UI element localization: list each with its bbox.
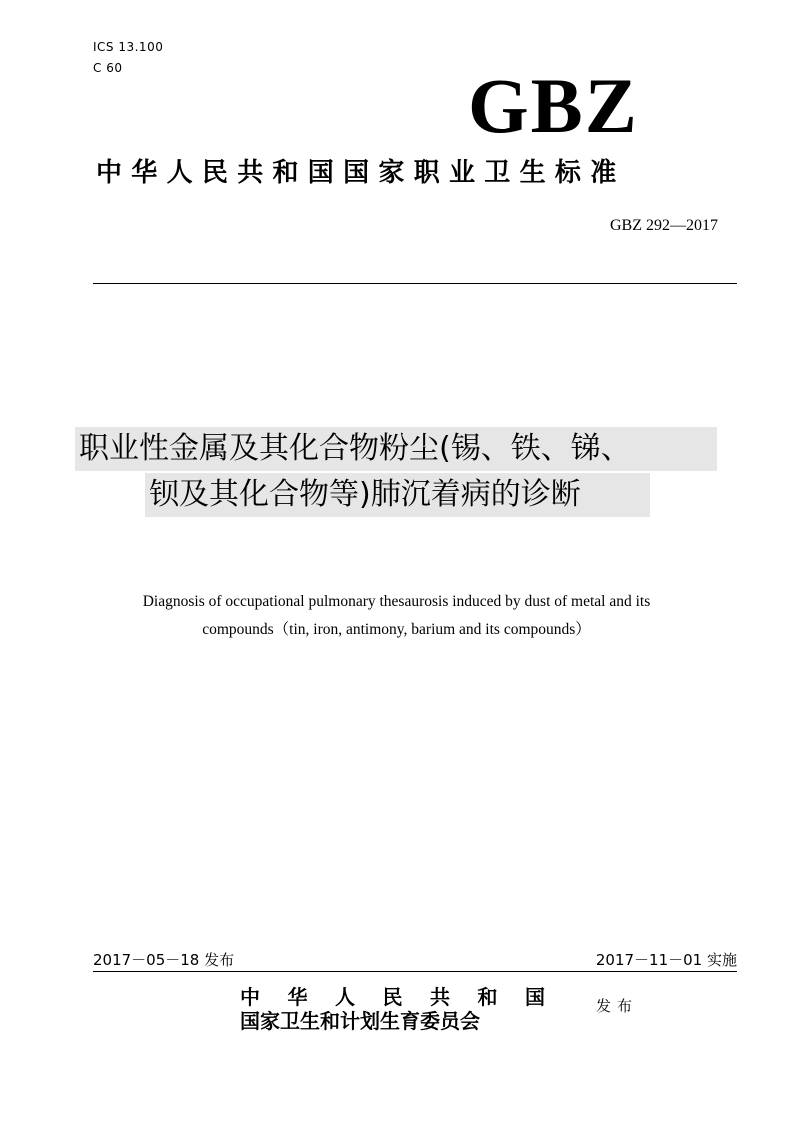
header-divider (93, 283, 737, 284)
issuer-line-2: 国家卫生和计划生育委员会 (240, 1009, 480, 1033)
ccs-code: C 60 (93, 61, 123, 75)
chinese-title-line-2[interactable]: 钡及其化合物等)肺沉着病的诊断 (145, 473, 650, 517)
publish-label: 发布 (596, 997, 639, 1015)
chinese-title-line-1[interactable]: 职业性金属及其化合物粉尘(锡、铁、锑、 (75, 427, 717, 471)
footer-divider (93, 971, 737, 972)
implementation-date: 2017－11－01 实施 (595, 951, 737, 969)
english-title-line-2: compounds（tin, iron, antimony, barium and its compounds） (202, 621, 591, 638)
ics-code: ICS 13.100 (93, 40, 164, 54)
standard-number: GBZ 292—2017 (610, 217, 718, 234)
standard-type-heading: 中华人民共和国国家职业卫生标准 (96, 158, 626, 188)
gbz-logo: GBZ (468, 62, 639, 149)
issue-date: 2017－05－18 发布 (93, 951, 235, 969)
english-title-line-1: Diagnosis of occupational pulmonary thesaurosis induced by dust of metal and its (142, 593, 651, 610)
issuer-line-1: 中华人民共和国 (240, 985, 573, 1009)
